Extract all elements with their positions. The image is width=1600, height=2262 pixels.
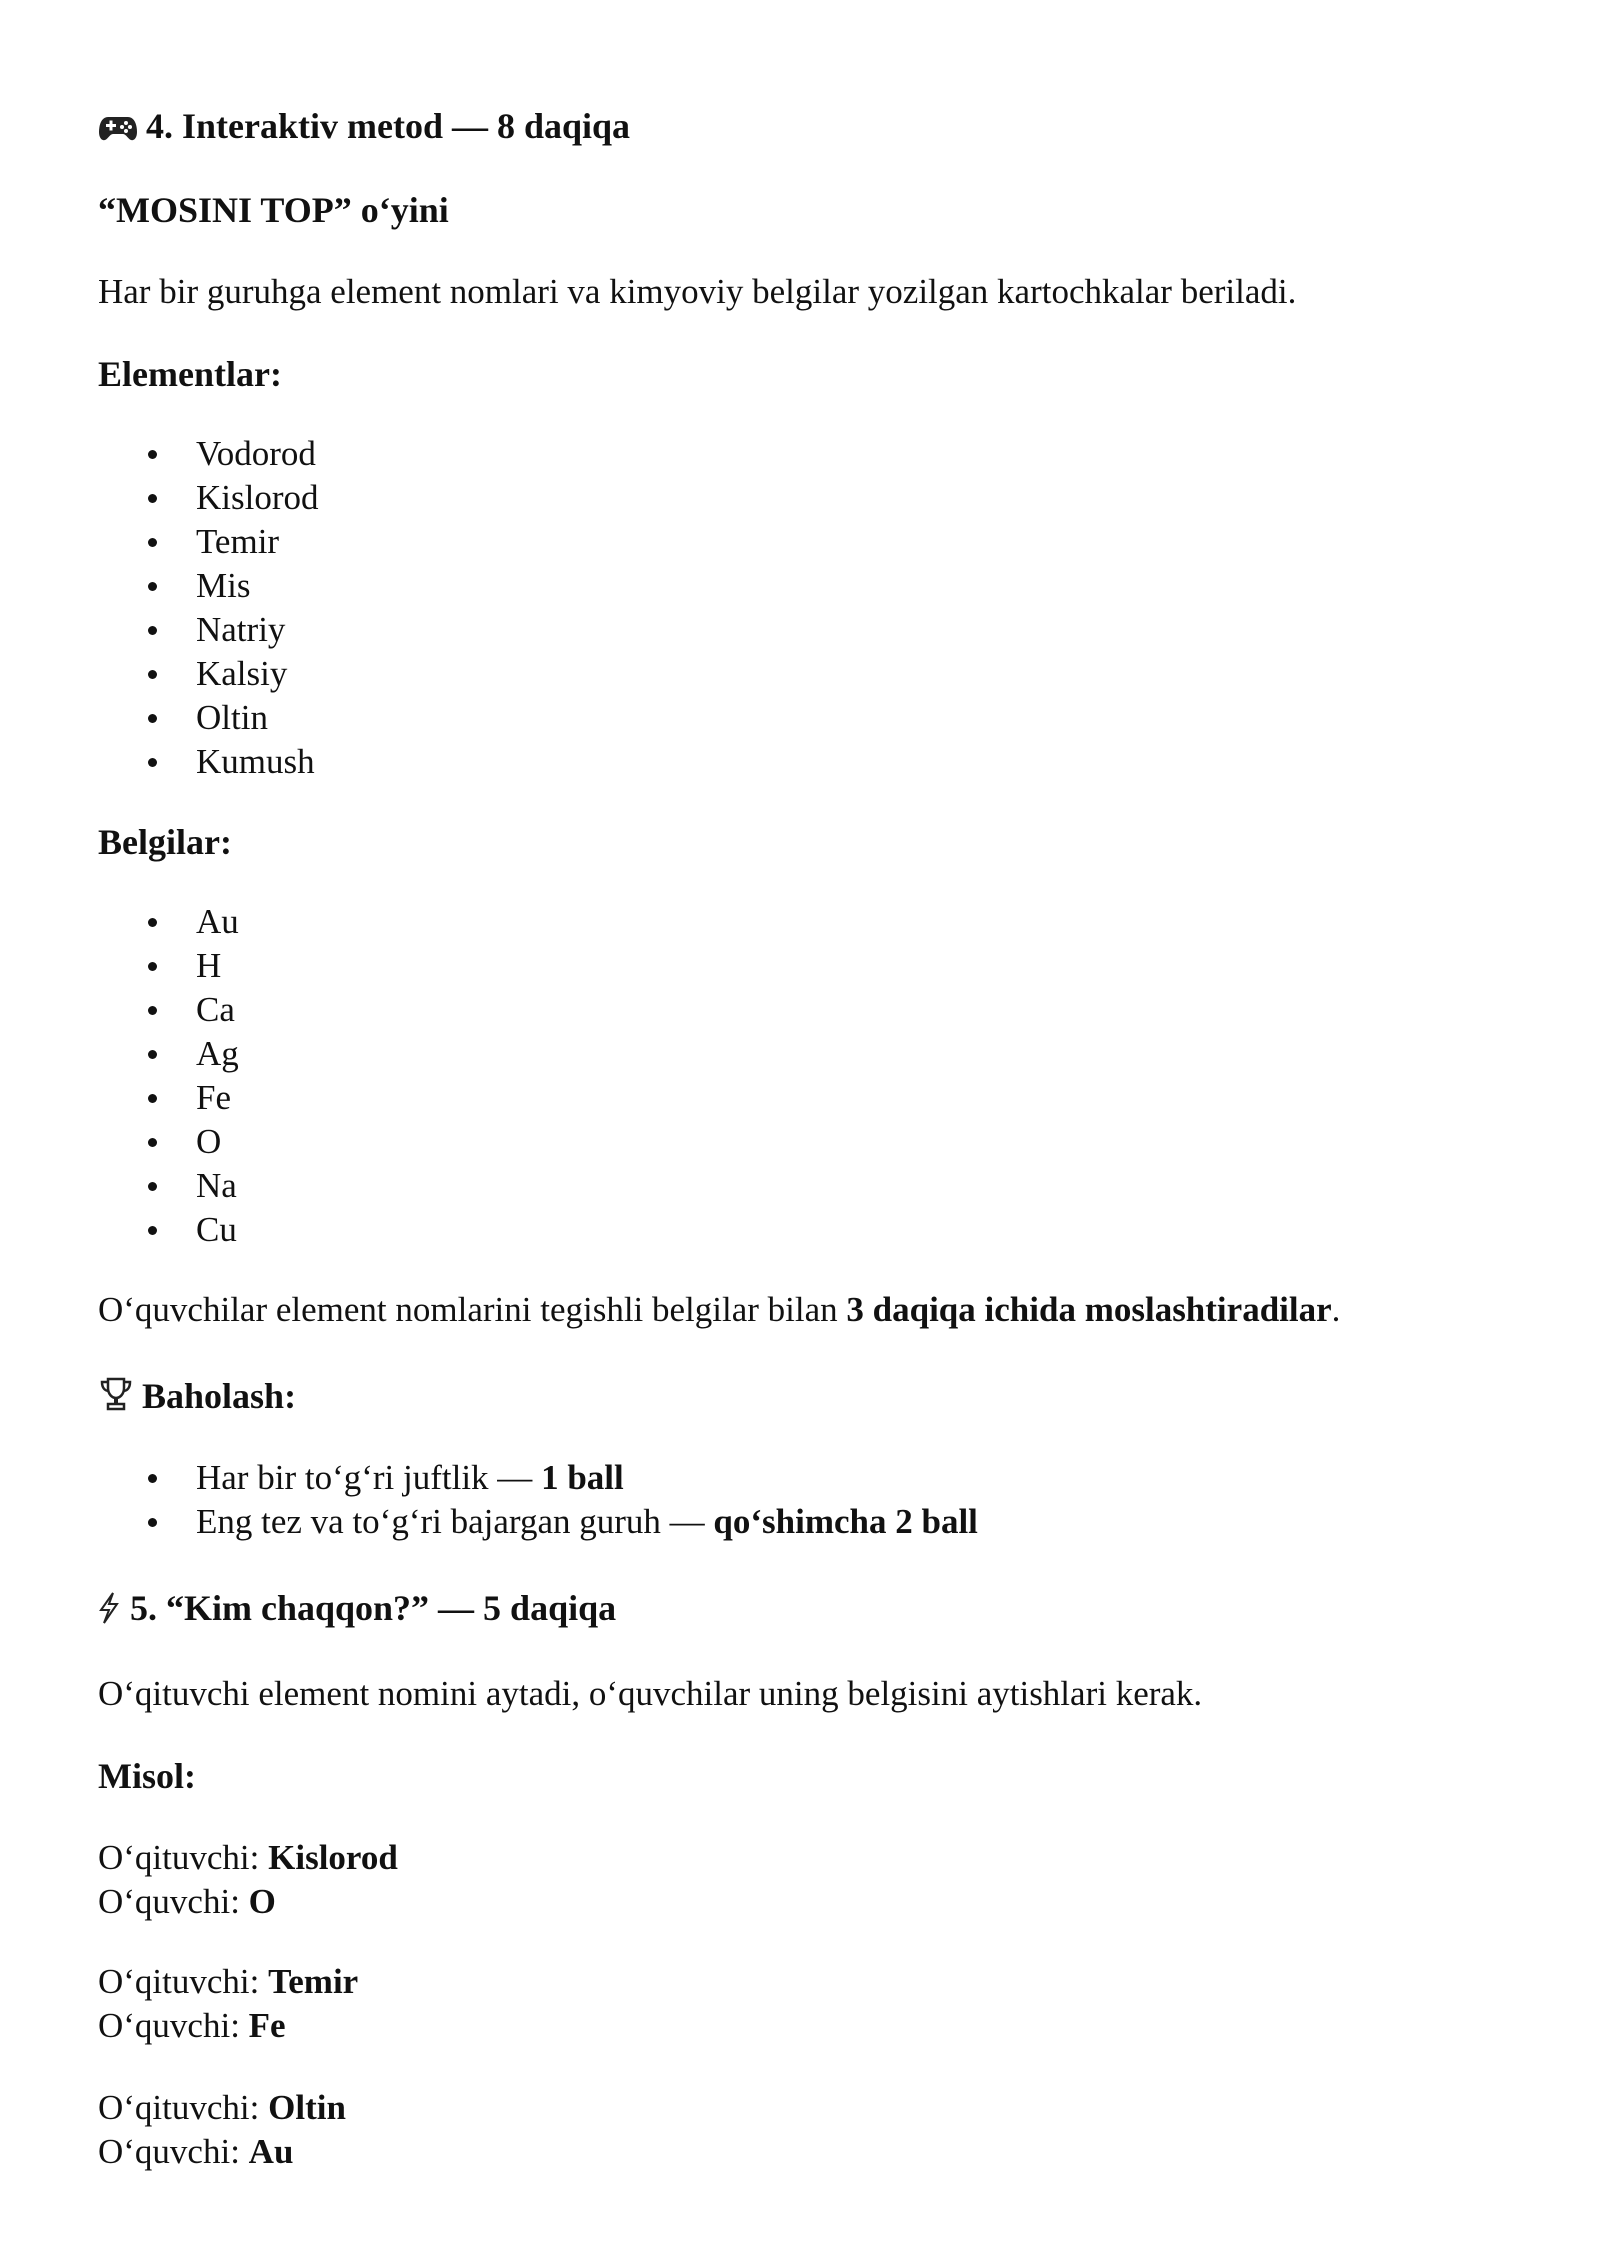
example-teacher-line: O‘qituvchi: Kislorod (98, 1838, 398, 1877)
symbols-label: Belgilar: (98, 822, 232, 862)
section5-heading (98, 1586, 616, 1630)
list-item: Kislorod (196, 476, 319, 520)
example-student-line: O‘quvchi: Au (98, 2132, 294, 2171)
list-item: Mis (196, 564, 250, 608)
section4-title: 4. Interaktiv metod — 8 daqiqa (146, 106, 631, 146)
list-item: Ag (196, 1032, 239, 1076)
grading-heading (98, 1374, 296, 1418)
list-item: O (196, 1120, 221, 1164)
section4-intro: Har bir guruhga element nomlari va kimyoviy belgilar yozilgan kartochkalar beriladi. (98, 272, 1297, 311)
example-student-line: O‘quvchi: Fe (98, 2006, 286, 2045)
list-item: Na (196, 1164, 237, 1208)
example-label: Misol: (98, 1756, 196, 1796)
list-item: Fe (196, 1076, 231, 1120)
section5-intro: O‘qituvchi element nomini aytadi, o‘quvchilar uning belgisini aytishlari kerak. (98, 1674, 1203, 1713)
list-item: Ca (196, 988, 235, 1032)
example-teacher-line: O‘qituvchi: Oltin (98, 2088, 346, 2127)
trophy-icon (98, 1376, 134, 1412)
list-item: H (196, 944, 221, 988)
example-student-line: O‘quvchi: O (98, 1882, 276, 1921)
list-item: Oltin (196, 696, 268, 740)
list-item: Kalsiy (196, 652, 287, 696)
example-teacher-line: O‘qituvchi: Temir (98, 1962, 359, 2001)
list-item: Natriy (196, 608, 285, 652)
list-item: Vodorod (196, 432, 316, 476)
list-item: Au (196, 900, 239, 944)
list-item: Temir (196, 520, 279, 564)
elements-label: Elementlar: (98, 354, 282, 394)
list-item: Kumush (196, 740, 315, 784)
section4-heading (98, 104, 630, 148)
section5-title: 5. “Kim chaqqon?” — 5 daqiqa (130, 1588, 617, 1628)
grading-label: Baholash: (142, 1376, 297, 1416)
list-item: Eng tez va to‘g‘ri bajargan guruh — qo‘shimcha 2 ball (196, 1500, 978, 1544)
list-item: Har bir to‘g‘ri juftlik — 1 ball (196, 1456, 624, 1500)
list-item: Cu (196, 1208, 237, 1252)
instruction-paragraph: O‘quvchilar element nomlarini tegishli belgilar bilan 3 daqiqa ichida moslashtiradilar. (98, 1290, 1341, 1329)
game-title: “MOSINI TOP” o‘yini (98, 190, 449, 230)
lightning-icon (98, 1592, 120, 1624)
gamepad-icon (98, 114, 138, 142)
